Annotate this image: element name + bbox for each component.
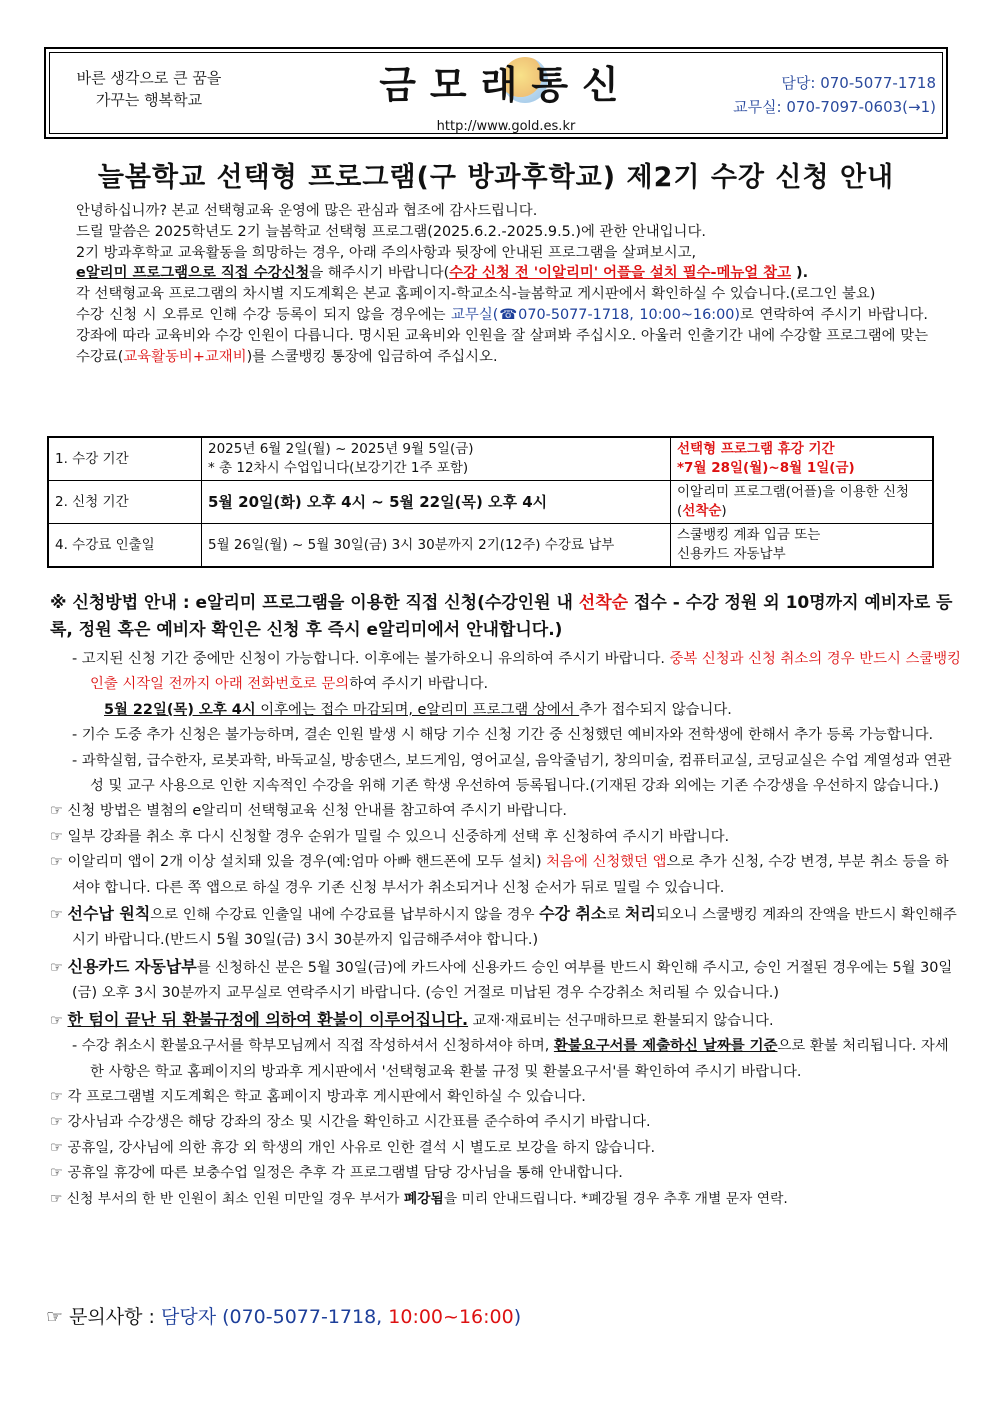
intro-apply bbox=[76, 243, 928, 285]
note-card-a: ☞ bbox=[50, 959, 68, 976]
motto-line-2: 가꾸는 행복학교 bbox=[95, 91, 203, 109]
row-note-payment bbox=[671, 524, 934, 568]
intro-apply-b: e알리미 프로그램으로 직접 수강신청 bbox=[76, 265, 310, 282]
intro-errors-d: 교육활동비+교재비 bbox=[123, 348, 247, 365]
note-refund-form-c: 으로 환불 처리됩니다. 자세한 사항은 학교 홈페이지의 방과후 게시판에서 '선택형교육 환불 규정 및 환불요구서'를 확인하여 주시기 바랍니다. bbox=[90, 1038, 949, 1080]
note-midterm: - 기수 도중 추가 신청은 불가능하며, 결손 인원 발생 시 해당 기수 신청 기간 중 신청했던 예비자와 전학생에 한해서 추가 등록 가능합니다. bbox=[72, 727, 934, 744]
row-label-period: 1. 수강 기간 bbox=[48, 437, 202, 481]
header-contacts bbox=[733, 71, 936, 119]
newsletter-header bbox=[44, 47, 948, 139]
note-period-c: 하여 주시기 바랍니다. bbox=[349, 676, 489, 693]
payment-note-1: 스쿨뱅킹 계좌 입금 또는 bbox=[677, 527, 821, 543]
page-title: 늘봄학교 선택형 프로그램(구 방과후학교) 제2기 수강 신청 안내 bbox=[97, 162, 895, 193]
note-closure-b: 폐강됨 bbox=[403, 1190, 444, 1207]
note-multi-app-c: 으로 추가 신청, 수강 변경, 부분 취소 등을 하셔야 합니다. 다른 쪽 앱으로 하실 경우 기존 신청 부서가 취소되거나 신청 순서가 뒤로 밀릴 수 있습니다. bbox=[72, 854, 949, 896]
note-closure bbox=[46, 1187, 962, 1212]
note-prepay-e: 로 bbox=[606, 907, 625, 924]
note-refund bbox=[46, 1007, 962, 1034]
intro-errors-a: 수강 신청 시 오류로 인해 수강 등록이 되지 않을 경우에는 bbox=[76, 306, 452, 323]
intro-plan: 각 선택형교육 프로그램의 차시별 지도계획은 본교 홈페이지-학교소식-늘봄학교 게시판에서 확인하실 수 있습니다.(로그인 불요) bbox=[76, 286, 876, 303]
note-deadline-b: 이후에는 접수 마감되며, e알리미 프로그램 상에서 bbox=[255, 701, 580, 718]
homepage-link[interactable]: http://www.gold.es.kr bbox=[436, 119, 576, 134]
note-prepay bbox=[46, 901, 962, 954]
note-card-c: 를 신청하신 분은 5월 30일(금)에 카드사에 신용카드 승인 여부를 반드시 확인해 주시고, 승인 거절된 경우에는 5월 30일(금) 오후 3시 30분까지 교무실로 연락주시기 바랍니다. (승인 거절로 미납된 경우 수강취소 처리될 수 있습니다.) bbox=[72, 959, 953, 1002]
row-label-apply: 2. 신청 기간 bbox=[48, 481, 202, 524]
contact-person: 담당자 (070-5077-1718, bbox=[160, 1306, 389, 1328]
schedule-table bbox=[47, 436, 934, 568]
note-prepay-a: ☞ bbox=[50, 907, 68, 924]
row-value-payment: 5월 26일(월) ~ 5월 30일(금) 3시 30분까지 2기(12주) 수강료 납부 bbox=[202, 524, 671, 568]
note-refund-b: 한 텀이 끝난 뒤 환불규정에 의하여 환불이 이루어집니다. bbox=[67, 1009, 469, 1029]
note-refund-c: 교재·재료비는 선구매하므로 환불되지 않습니다. bbox=[468, 1012, 774, 1029]
note-period bbox=[46, 647, 962, 698]
period-note: * 총 12차시 수업입니다(보강기간 1주 포함) bbox=[208, 460, 469, 476]
note-closure-a: ☞ 신청 부서의 한 반 인원이 최소 인원 미만일 경우 부서가 bbox=[50, 1190, 404, 1207]
note-prepay-f: 처리 bbox=[624, 904, 656, 924]
table-row bbox=[48, 437, 933, 481]
method-b: 선착순 bbox=[578, 593, 629, 613]
table-row bbox=[48, 481, 933, 524]
note-absence: ☞ 공휴일, 강사님에 의한 휴강 외 학생의 개인 사유로 인한 결석 시 별도로 보강을 하지 않습니다. bbox=[50, 1139, 656, 1156]
note-refund-form-b: 환불요구서를 제출하신 날짜를 기준 bbox=[553, 1038, 778, 1055]
note-cancel: ☞ 일부 강좌를 취소 후 다시 신청할 경우 순위가 밀릴 수 있으니 신중하게 선택 후 신청하여 주시기 바랍니다. bbox=[50, 828, 730, 845]
method-a: ※ 신청방법 안내 : e알리미 프로그램을 이용한 직접 신청(수강인원 내 bbox=[50, 593, 579, 613]
holiday-title: 선택형 프로그램 휴강 기간 bbox=[677, 441, 835, 457]
note-deadline-a: 5월 22일(목) 오후 4시 bbox=[104, 701, 256, 718]
note-schedule: ☞ 강사님과 수강생은 해당 강좌의 장소 및 시간을 확인하고 시간표를 준수하여 주시기 바랍니다. bbox=[50, 1114, 651, 1131]
note-plan-board: ☞ 각 프로그램별 지도계획은 학교 홈페이지 방과후 게시판에서 확인하실 수 있습니다. bbox=[50, 1088, 586, 1105]
note-multi-app bbox=[46, 850, 962, 901]
apply-note-b: 선착순 bbox=[682, 503, 722, 519]
note-prepay-c: 으로 인해 수강료 인출일 내에 수강료를 납부하시지 않을 경우 bbox=[150, 907, 540, 924]
method-c: 접수 - 수강 정원 외 10명까지 예비자로 등록, 정원 혹은 예비자 확인은 신청 후 즉시 e알리미에서 안내합니다.) bbox=[50, 593, 953, 640]
intro-errors-e: )를 스쿨뱅킹 통장에 입금하여 주십시오. bbox=[246, 348, 498, 365]
intro-apply-a: 2기 방과후학교 교육활동을 희망하는 경우, 아래 주의사항과 뒷장에 안내된 프로그램을 살펴보시고, bbox=[76, 244, 697, 261]
note-refund-form-a: - 수강 취소시 환불요구서를 학부모님께서 직접 작성하셔서 신청하셔야 하며, bbox=[72, 1038, 554, 1055]
newsletter-title: 금모래통신 bbox=[379, 63, 633, 107]
intro-apply-e: ). bbox=[791, 265, 809, 282]
contact-line bbox=[46, 1302, 521, 1332]
note-refund-a: ☞ bbox=[50, 1012, 68, 1029]
note-refund-form bbox=[46, 1034, 962, 1085]
note-makeup: ☞ 공휴일 휴강에 따른 보충수업 일정은 추후 각 프로그램별 담당 강사님을 통해 안내합니다. bbox=[50, 1165, 623, 1182]
intro-greeting: 안녕하십니까? 본교 선택형교육 운영에 많은 관심과 협조에 감사드립니다. bbox=[76, 203, 538, 219]
application-method bbox=[50, 590, 960, 644]
intro-apply-c: 을 해주시기 바랍니다( bbox=[309, 265, 450, 282]
row-note-apply bbox=[671, 481, 934, 524]
row-value-period bbox=[202, 437, 671, 481]
row-label-payment: 4. 수강료 인출일 bbox=[48, 524, 202, 568]
note-deadline-c: 추가 접수되지 않습니다. bbox=[579, 701, 732, 718]
note-multi-app-a: ☞ 이알리미 앱이 2개 이상 설치돼 있을 경우(예:엄마 아빠 핸드폰에 모두 설치) bbox=[50, 854, 547, 871]
contact-suffix: ) bbox=[513, 1306, 522, 1328]
note-deadline bbox=[46, 698, 962, 723]
intro-purpose: 드릴 말씀은 2025학년도 2기 늘봄학교 선택형 프로그램(2025.6.2.-2025.9.5.)에 관한 안내입니다. bbox=[76, 223, 706, 240]
note-period-a: - 고지된 신청 기간 중에만 신청이 가능합니다. 이후에는 불가하오니 유의하여 주시기 바랍니다. bbox=[72, 651, 670, 667]
contact-manager: 담당: 070-5077-1718 bbox=[781, 74, 936, 92]
table-row bbox=[48, 524, 933, 568]
note-card-b: 신용카드 자동납부 bbox=[67, 956, 197, 976]
notes-section bbox=[46, 647, 962, 1212]
period-dates: 2025년 6월 2일(월) ~ 2025년 9월 5일(금) bbox=[208, 441, 474, 457]
row-value-apply: 5월 20일(화) 오후 4시 ~ 5월 22일(목) 오후 4시 bbox=[202, 481, 671, 524]
intro-errors-c: 로 연락하여 주시기 바랍니다. 강좌에 따라 교육비와 수강 인원이 다릅니다. 명시된 교육비와 인원을 잘 살펴봐 주십시오. 아울러 인출기간 내에 수강할 프로그램에 맞는 수강료( bbox=[76, 306, 928, 365]
note-credit-card bbox=[46, 954, 962, 1007]
intro-errors-b: 교무실(☎070-5077-1718, 10:00~16:00) bbox=[451, 306, 741, 323]
note-multi-app-b: 처음에 신청했던 앱 bbox=[546, 854, 667, 871]
apply-note-a: 이알리미 프로그램(어플)을 이용한 신청( bbox=[677, 484, 910, 519]
intro-section bbox=[76, 201, 928, 367]
note-prepay-d: 수강 취소 bbox=[539, 904, 607, 924]
intro-errors bbox=[76, 305, 928, 367]
apply-note-c: ) bbox=[721, 503, 727, 519]
note-priority: - 과학실험, 급수한자, 로봇과학, 바둑교실, 방송댄스, 보드게임, 영어교실, 음악줄넘기, 창의미술, 컴퓨터교실, 코딩교실은 수업 계열성과 연관성 및 교구 사용으로 인한 지속적인 수강을 위해 기존 학생 우선하여 등록됩니다.(기재된 강좌 외에는 기존 수강생을 우선하지 않습니다.) bbox=[72, 752, 952, 795]
motto-line-1: 바른 생각으로 큰 꿈을 bbox=[76, 69, 222, 87]
intro-apply-d: 수강 신청 전 '이알리미' 어플을 설치 필수-메뉴얼 참고 bbox=[449, 265, 791, 282]
school-motto bbox=[64, 67, 234, 111]
note-prepay-g: 되오니 스쿨뱅킹 계좌의 잔액을 반드시 확인해주시기 바랍니다.(반드시 5월 30일(금) 3시 30분까지 입금해주셔야 합니다.) bbox=[72, 907, 957, 949]
note-closure-c: 을 미리 안내드립니다. *폐강될 경우 추후 개별 문자 연락. bbox=[443, 1190, 788, 1207]
contact-prefix: ☞ 문의사항 : bbox=[46, 1306, 161, 1328]
payment-note-2: 신용카드 자동납부 bbox=[677, 546, 786, 562]
contact-office: 교무실: 070-7097-0603(→1) bbox=[733, 98, 936, 116]
contact-hours: 10:00~16:00 bbox=[388, 1306, 514, 1328]
note-guide: ☞ 신청 방법은 별첨의 e알리미 선택형교육 신청 안내를 참고하여 주시기 바랍니다. bbox=[50, 803, 567, 820]
note-prepay-b: 선수납 원칙 bbox=[67, 904, 151, 924]
holiday-dates: *7월 28일(월)~8월 1일(금) bbox=[677, 460, 855, 476]
row-note-holiday bbox=[671, 437, 934, 481]
note-period-b: 중복 신청과 신청 취소의 경우 반드시 스쿨뱅킹 인출 시작일 전까지 아래 전화번호로 문의 bbox=[90, 651, 962, 693]
